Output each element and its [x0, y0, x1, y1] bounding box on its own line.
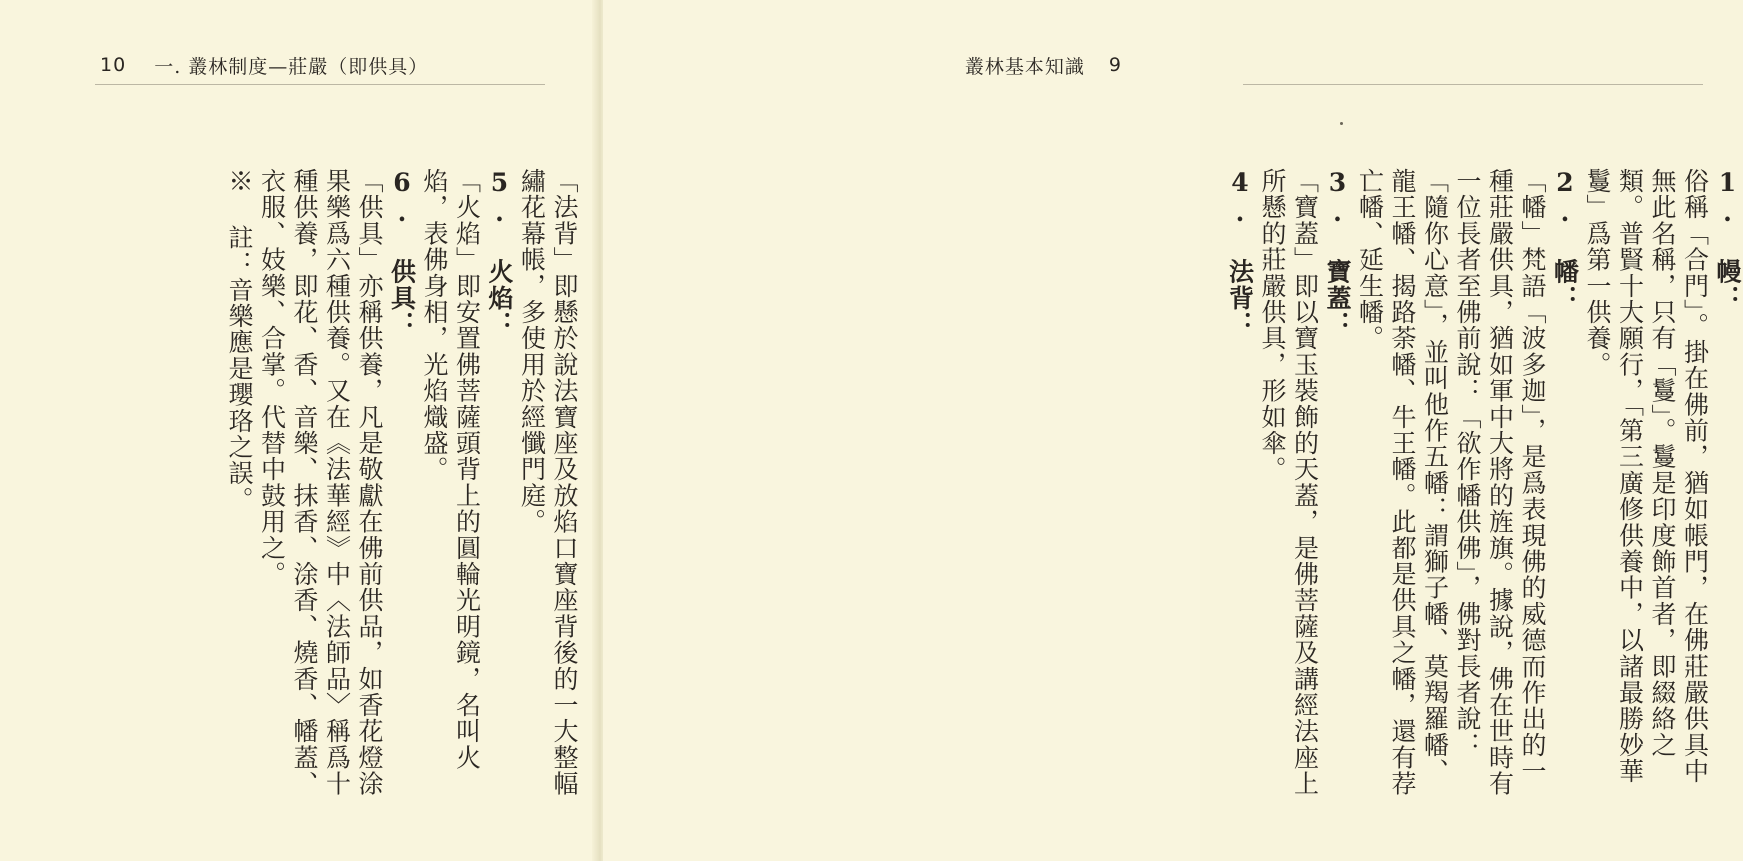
right-paragraph-1: 俗稱「合門」。掛在佛前，猶如帳門，在佛莊嚴供具中無此名稱，只有「鬘」。鬘是印度飾首者，即綴絡之類。普賢十大願行，「第三廣修供養中，以諸最勝妙華鬘」爲第一供養。 — [1583, 168, 1710, 785]
paper-speck — [1340, 122, 1343, 125]
right-page-header — [965, 48, 1122, 82]
left-paragraph-3: 「供具」亦稱供養，凡是敬獻在佛前供品，如香花燈涂果樂爲六種供養。又在《法華經》中〈法師品〉稱爲十種供養，即花、香、音樂、抹香、涂香、燒香、幡蓋、衣服、妓樂、合掌。代替中鼓用之。 — [257, 168, 384, 797]
right-heading-2: 2. 幡： — [1550, 168, 1580, 311]
right-page-body — [1221, 168, 1743, 808]
right-heading-1: 1. 幔： — [1713, 168, 1742, 311]
left-heading-6: 6. 供具： — [387, 168, 417, 338]
left-paragraph-2: 「火焰」即安置佛菩薩頭背上的圓輪光明鏡，名叫火焰，表佛身相，光焰熾盛。 — [420, 168, 482, 771]
right-heading-4: 4. 法背： — [1225, 168, 1255, 338]
left-page-body — [185, 168, 580, 808]
right-page — [603, 0, 1742, 861]
left-page-number: 10 — [100, 54, 127, 76]
left-page — [0, 0, 597, 861]
right-running-title: 叢林基本知識 — [964, 55, 1085, 78]
right-paragraph-3: 「寶蓋」即以寶玉裝飾的天蓋，是佛菩薩及講經法座上所懸的莊嚴供具，形如傘。 — [1258, 168, 1320, 797]
right-heading-3: 3. 寶蓋： — [1323, 168, 1352, 338]
right-header-rule — [1243, 84, 1703, 85]
right-page-number: 9 — [1108, 54, 1122, 76]
left-running-title: 一. 叢林制度—莊嚴（即供具） — [154, 55, 429, 78]
left-paragraph-1: 「法背」即懸於說法寶座及放焰口寶座背後的一大整幅繡花幕帳，多使用於經懺門庭。 — [517, 168, 579, 797]
left-page-header — [100, 48, 428, 82]
right-paragraph-2: 「幡」梵語「波多迦」，是爲表現佛的威德而作出的一種莊嚴供具，猶如軍中大將的旌旗。據說，佛在世時有一位長者至佛前說：「欲作幡供佛」，佛對長者說：「隨你心意」，並叫他作五幡：謂獅子幡、莫羯羅幡、龍王幡、揭路荼幡、牛王幡。此都是供具之幡，還有荐亡幡、延生幡。 — [1355, 168, 1547, 797]
left-header-rule — [95, 84, 545, 85]
left-heading-5: 5. 火焰： — [485, 168, 514, 338]
left-footnote: ※ 註：音樂應是瓔珞之誤。 — [225, 168, 254, 513]
